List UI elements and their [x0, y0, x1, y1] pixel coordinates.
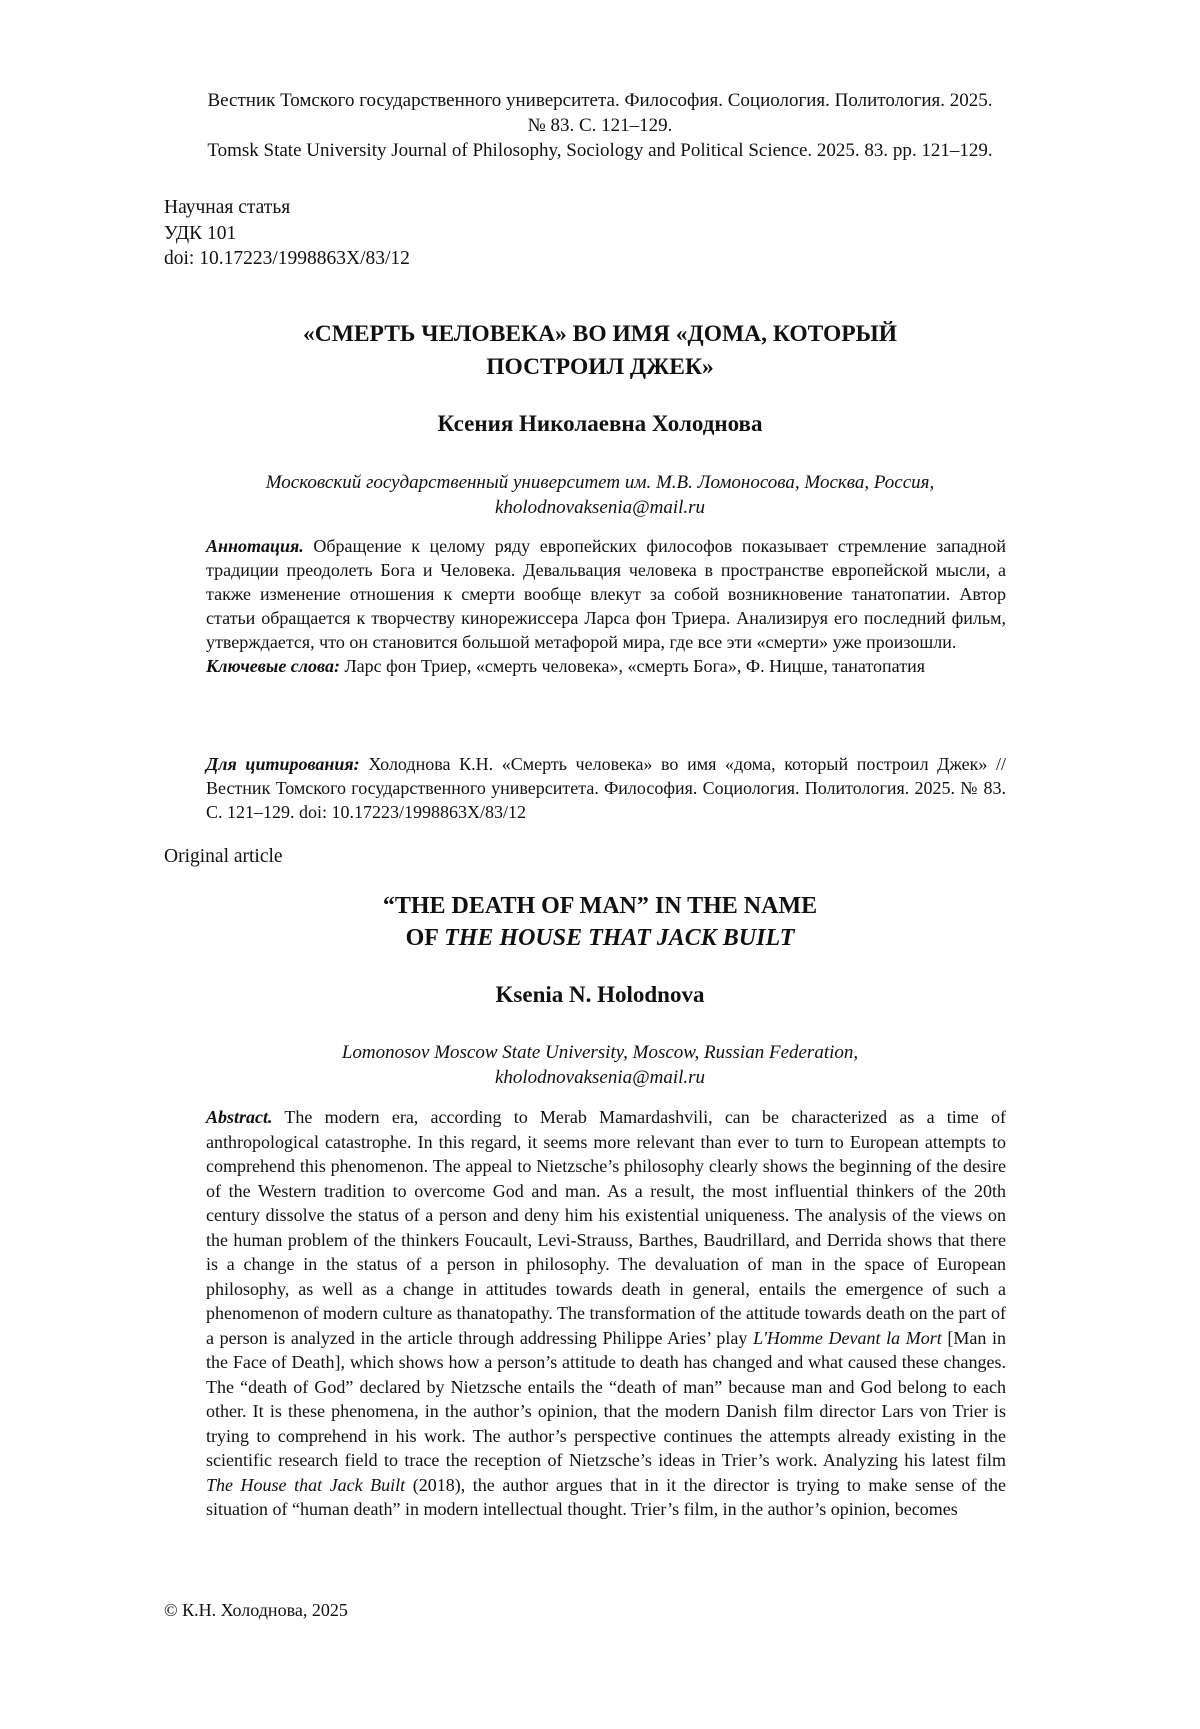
title-ru-line-1: «СМЕРТЬ ЧЕЛОВЕКА» ВО ИМЯ «ДОМА, КОТОРЫЙ [302, 321, 897, 347]
article-type-ru: Научная статья [164, 197, 291, 218]
annotation-text: Обращение к целому ряду европейских философов показывает стремление западной традиции преодолеть Бога и Человека. Девальвация человека в пространстве европейской мысли, а также изменение отношения к смерти вообще влекут за собой возникновение танатопатии. Автор статьи обращается к творчеству кинорежиссера Ларса фон Триера. Анализируя его последний фильм, утверждается, что он становится большой метафорой мира, где все эти «смерти» уже произошли. [206, 536, 1006, 652]
title-en-film-name: THE HOUSE THAT JACK BUILT [444, 925, 795, 951]
email-ru: kholodnovaksenia@mail.ru [494, 497, 706, 518]
journal-header [120, 88, 1080, 163]
abstract-en [206, 1105, 1006, 1522]
keywords-label: Ключевые слова: [206, 656, 340, 676]
title-en-line-2 [150, 922, 1050, 954]
author-ru: Ксения Николаевна Холоднова [437, 411, 763, 436]
title-ru-line-2: ПОСТРОИЛ ДЖЕК» [486, 354, 714, 380]
title-en-line-1: “THE DEATH OF MAN” IN THE NAME [382, 893, 818, 919]
citation-text: Холоднова К.Н. «Смерть человека» во имя «дома, который построил Джек» // Вестник Томского государственного университета. Философия. Социология. Политология. 2025. № 83. С. 121–129. doi: 10.17223/1998863X/83/12 [206, 754, 1007, 822]
affiliation-en-text: Lomonosov Moscow State University, Moscow, Russian Federation, [341, 1042, 859, 1063]
annotation-paragraph [206, 534, 1006, 654]
doi: doi: 10.17223/1998863X/83/12 [164, 248, 410, 269]
annotation-ru [206, 534, 1006, 678]
abstract-text-1: The modern era, according to Merab Mamardashvili, can be characterized as a time of anthropological catastrophe. In this regard, it seems more relevant than ever to turn to European attempts to comprehend this phenomenon. The appeal to Nietzsche’s philosophy clearly shows the beginning of the desire of the Western tradition to overcome God and man. As a result, the most influential thinkers of the 20th century dissolve the status of a person and deny him his existential uniqueness. The analysis of the views on the human problem of the thinkers Foucault, Levi-Strauss, Barthes, Baudrillard, and Derrida shows that there is a change in the status of a person in philosophy. The devaluation of man in the space of European philosophy, as well as a change in attitudes towards death in general, entails the emergence of such a phenomenon of modern culture as thanatopathy. The transformation of the attitude towards death on the part of a person is analyzed in the article through addressing Philippe Aries’ play [206, 1107, 1006, 1348]
abstract-italic-1: L'Homme Devant la Mort [753, 1327, 942, 1348]
journal-header-line-3: Tomsk State University Journal of Philosophy, Sociology and Political Science. 2025. 83. pp. 121–129. [207, 140, 993, 161]
affiliation-en [150, 1040, 1050, 1090]
annotation-label: Аннотация. [206, 536, 304, 556]
abstract-label: Abstract. [206, 1107, 273, 1127]
keywords-paragraph [206, 654, 1006, 678]
citation-label: Для цитирования: [206, 754, 360, 774]
udc-code: УДК 101 [164, 222, 237, 244]
title-en-prefix: OF [405, 925, 439, 951]
affiliation-ru [150, 470, 1050, 520]
title-ru [150, 318, 1050, 384]
affiliation-ru-text: Московский государственный университет им. М.В. Ломоносова, Москва, Россия, [265, 472, 935, 493]
abstract-italic-2: The House that Jack Built [206, 1474, 406, 1495]
journal-header-line-2: № 83. С. 121–129. [527, 115, 673, 136]
keywords-text: Ларс фон Триер, «смерть человека», «смерть Бога», Ф. Ницше, танатопатия [344, 656, 925, 676]
citation-ru [206, 752, 1006, 824]
abstract-text-2: [Man in the Face of Death], which shows how a person’s attitude to death has changed and what caused these changes. The “death of God” declared by Nietzsche entails the “death of man” because man and God belong to each other. It is these phenomena, in the author’s opinion, that the modern Danish film director Lars von Trier is trying to comprehend in his work. The author’s perspective continues the attempts already existing in the scientific research field to trace the reception of Nietzsche’s ideas in Trier’s work. Analyzing his latest film [206, 1327, 1007, 1470]
email-en: kholodnovaksenia@mail.ru [494, 1067, 706, 1088]
title-en [150, 890, 1050, 954]
journal-header-line-1: Вестник Томского государственного университета. Философия. Социология. Политология. 2025. [207, 90, 993, 111]
copyright: © К.Н. Холоднова, 2025 [164, 1600, 348, 1620]
article-meta [164, 195, 410, 272]
article-type-en: Original article [164, 846, 283, 867]
abstract-text-3: (2018), the author argues that in it the director is trying to make sense of the situation of “human death” in modern intellectual thought. Trier’s film, in the author’s opinion, becomes [206, 1474, 1007, 1519]
author-en: Ksenia N. Holodnova [495, 982, 705, 1007]
